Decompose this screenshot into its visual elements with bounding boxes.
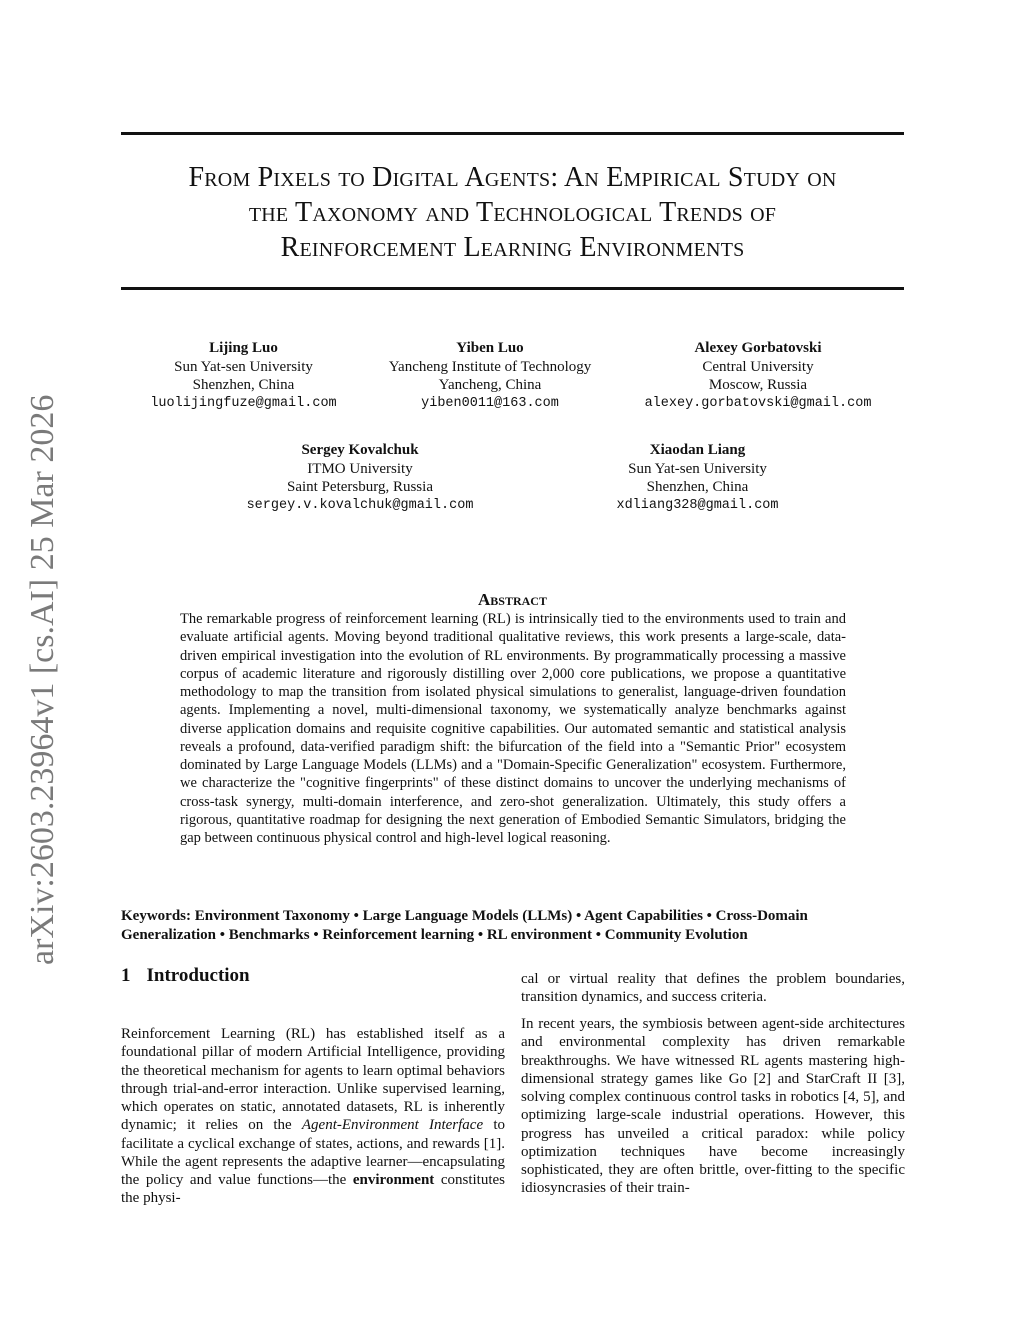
author-email[interactable]: xdliang328@gmail.com	[616, 497, 779, 513]
author-affiliation: Central University	[702, 358, 814, 375]
section-title: Introduction	[146, 965, 250, 986]
title-bottom-rule	[121, 287, 904, 290]
intro-text: constitutes the physi-	[121, 1172, 505, 1207]
author-affiliation: ITMO University	[307, 460, 413, 477]
author-email[interactable]: alexey.gorbatovski@gmail.com	[644, 395, 872, 411]
author-affiliation: Yancheng Institute of Technology	[388, 358, 592, 375]
author-email[interactable]: sergey.v.kovalchuk@gmail.com	[246, 497, 474, 513]
title-line-2: the Taxonomy and Technological Trends of	[248, 197, 777, 228]
author-email[interactable]: yiben0011@163.com	[421, 395, 559, 411]
intro-strong: environment	[352, 1172, 435, 1188]
author-block	[595, 441, 800, 515]
paper-title	[121, 160, 904, 265]
author-name: Lijing Luo	[209, 340, 278, 356]
author-affiliation: Sun Yat-sen University	[174, 358, 313, 375]
abstract-text: The remarkable progress of reinforcement learning (RL) is intrinsically tied to the environments used to train and evaluate artificial agents. Moving beyond traditional qualitative reviews, this work presents a large-scale, data-driven empirical investigation into the evolution of RL environments. By programmatically processing a massive corpus of academic literature and rigorously distilling over 2,000 core publications, we propose a quantitative methodology to map the transition from isolated physical simulations to generalist, language-driven foundation agents. Implementing a novel, multi-dimensional taxonomy, we systematically analyze benchmarks against diverse application domains and requisite cognitive capabilities. Our automated semantic and statistical analysis reveals a profound, data-verified paradigm shift: the bifurcation of the field into a "Semantic Prior" ecosystem dominated by Large Language Models (LLMs) and a "Domain-Specific Generalization" ecosystem. Furthermore, we characterize the "cognitive fingerprints" of these distinct domains to uncover the underlying mechanisms of cross-task synergy, multi-domain interference, and zero-shot generalization. Ultimately, this study offers a rigorous, quantitative roadmap for designing the next generation of Embodied Semantic Simulators, bridging the gap between continuous physical control and high-level logical reasoning.	[180, 611, 846, 846]
keywords-line: Keywords: Environment Taxonomy • Large Language Models (LLMs) • Agent Capabilities • Cross-Domain Generalization • Benchmarks • Reinforcement learning • RL environment • Community Evolution	[121, 908, 808, 943]
author-location: Yancheng, China	[438, 377, 542, 393]
title-line-1: From Pixels to Digital Agents: An Empirical Study on	[188, 162, 837, 193]
section-heading-introduction	[121, 965, 250, 987]
author-block	[121, 339, 366, 413]
arxiv-identifier-stamp	[0, 0, 70, 1325]
arxiv-identifier-text: arXiv:2603.23964v1 [cs.AI] 25 Mar 2026	[24, 394, 61, 965]
author-email[interactable]: luolijingfuze@gmail.com	[150, 395, 337, 411]
author-location: Shenzhen, China	[646, 479, 749, 495]
intro-text: Reinforcement Learning (RL) has established itself as a foundational pillar of modern Artificial Intelligence, providing the theoretical mechanism for agents to learn optimal behaviors through trial-and-error interaction. Unlike supervised learning, which operates on static, annotated datasets, RL is inherently dynamic; it relies on the	[121, 1026, 505, 1134]
author-block	[370, 339, 610, 413]
author-affiliation: Sun Yat-sen University	[628, 460, 767, 477]
intro-paragraph-2: In recent years, the symbiosis between agent-side architectures and environmental complexity has driven remarkable breakthroughs. We have witnessed RL agents mastering high-dimensional strategy games like Go [2] and StarCraft II [3], solving complex continuous control tasks in robotics [4, 5], and optimizing large-scale industrial operations. However, this progress has unveiled a critical paradox: while policy optimization techniques have become increasingly sophisticated, they are often brittle, over-fitting to the specific idiosyncrasies of their train-	[521, 1016, 905, 1197]
author-name: Yiben Luo	[456, 340, 524, 356]
intro-emphasis: Agent-Environment Interface	[301, 1117, 484, 1134]
title-top-rule	[121, 132, 904, 135]
author-location: Saint Petersburg, Russia	[287, 479, 433, 495]
abstract-heading: Abstract	[478, 590, 547, 609]
author-name: Sergey Kovalchuk	[301, 442, 419, 458]
intro-paragraph-1-continued: cal or virtual reality that defines the problem boundaries, transition dynamics, and success criteria.	[521, 971, 905, 1006]
author-name: Xiaodan Liang	[649, 442, 746, 458]
title-line-3: Reinforcement Learning Environments	[280, 232, 745, 263]
section-number: 1	[121, 965, 131, 986]
author-location: Shenzhen, China	[192, 377, 295, 393]
author-block	[628, 339, 888, 413]
intro-text: to facilitate a cyclical exchange of states, actions, and rewards [1]. While the agent represents the adaptive learner—encapsulating the policy and value functions—the	[121, 1117, 505, 1188]
author-location: Moscow, Russia	[708, 377, 808, 393]
author-name: Alexey Gorbatovski	[694, 340, 822, 356]
author-block	[230, 441, 490, 515]
intro-paragraph-1	[121, 1025, 505, 1208]
